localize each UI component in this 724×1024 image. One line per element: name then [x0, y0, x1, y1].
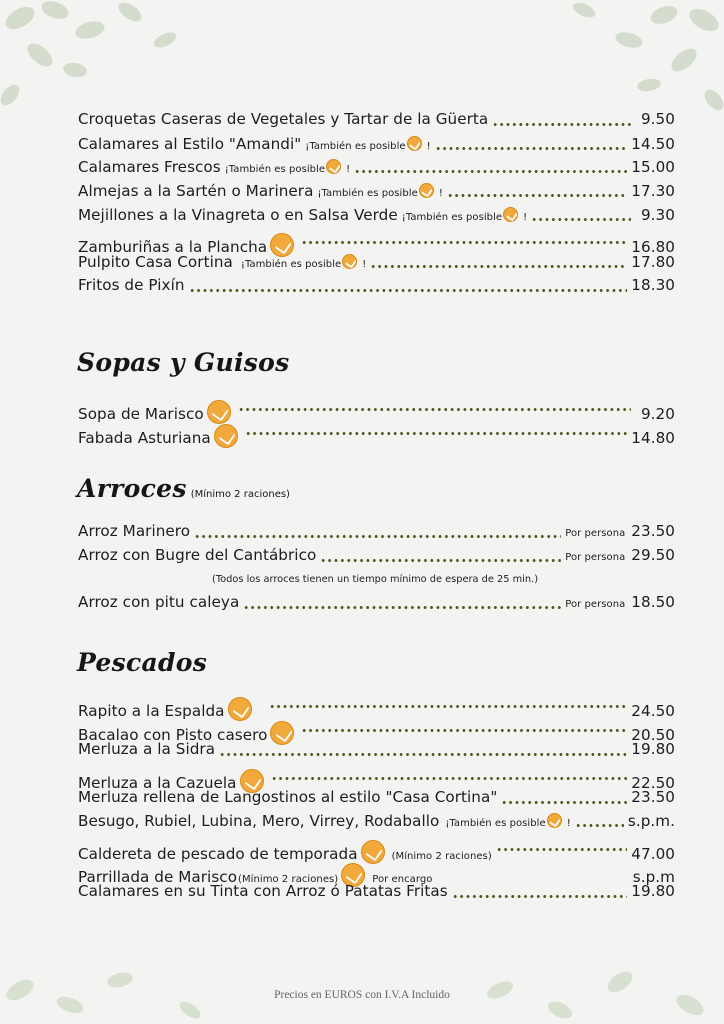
- menu-item: [78, 134, 675, 156]
- menu-item: [78, 395, 675, 423]
- menu-item: [78, 110, 675, 132]
- item-price: 29.50: [631, 546, 675, 564]
- dot-leader: [492, 123, 631, 126]
- menu-item: [78, 546, 675, 568]
- item-price: 17.80: [631, 253, 675, 271]
- item-note-end: !: [346, 164, 351, 175]
- item-note-end: !: [566, 818, 571, 829]
- item-name: Merluza rellena de Langostinos al estilo "Casa Cortina": [78, 788, 498, 806]
- prices-footer: Precios en EUROS con I.V.A Incluido: [274, 989, 450, 1001]
- item-price: 23.50: [631, 522, 675, 540]
- dot-leader: [320, 559, 561, 562]
- item-name: Arroz Marinero: [78, 522, 191, 540]
- item-note: ¡También es posible: [401, 212, 503, 223]
- item-name: Pulpito Casa Cortina: [78, 253, 233, 271]
- item-note: (Mínimo 2 raciones): [391, 851, 492, 862]
- item-price: 23.50: [631, 788, 675, 806]
- menu-item: [78, 593, 675, 615]
- dot-leader: [531, 218, 631, 221]
- item-name: Merluza a la Sidra: [78, 740, 216, 758]
- menu-item: [78, 205, 675, 227]
- menu-item: [78, 858, 675, 886]
- item-price: 47.00: [631, 845, 675, 863]
- gluten-free-icon: [407, 136, 422, 151]
- per-person-label: Por persona: [565, 552, 626, 563]
- dot-leader: [269, 705, 628, 708]
- item-name: Calamares al Estilo "Amandi": [78, 135, 302, 153]
- item-name: Arroz con Bugre del Cantábrico: [78, 546, 317, 564]
- item-note-end: !: [438, 188, 443, 199]
- dot-leader: [194, 535, 561, 538]
- item-price: 18.50: [631, 593, 675, 611]
- section-title-sopas: Sopas y Guisos: [77, 348, 290, 377]
- item-price: 19.80: [631, 882, 675, 900]
- item-price: 17.30: [631, 182, 675, 200]
- menu-item: [78, 692, 675, 720]
- menu-item: [78, 835, 675, 863]
- item-note: (Mínimo 2 raciones): [238, 874, 339, 885]
- item-name: Croquetas Caseras de Vegetales y Tartar de la Güerta: [78, 110, 489, 128]
- item-price: 9.30: [640, 206, 675, 224]
- item-price: 14.50: [631, 135, 675, 153]
- item-price: 20.50: [631, 726, 675, 744]
- dot-leader: [447, 194, 627, 197]
- item-note-end: !: [426, 141, 431, 152]
- item-name: Rapito a la Espalda: [78, 702, 225, 720]
- menu-item: [78, 716, 675, 744]
- menu-item: [78, 276, 675, 298]
- item-price: 9.20: [640, 405, 675, 423]
- dot-leader: [452, 895, 628, 898]
- menu-item: [78, 157, 675, 179]
- item-name: Parrillada de Marisco: [78, 868, 238, 886]
- item-price: s.p.m: [632, 868, 675, 886]
- menu-item: [78, 522, 675, 544]
- item-note: ¡También es posible: [224, 164, 326, 175]
- item-price: 14.80: [631, 429, 675, 447]
- item-name: Bacalao con Pisto casero: [78, 726, 268, 744]
- item-price: 22.50: [631, 774, 675, 792]
- item-price: 24.50: [631, 702, 675, 720]
- dot-leader: [575, 824, 624, 827]
- item-name: Merluza a la Cazuela: [78, 774, 237, 792]
- item-price: 15.00: [631, 158, 675, 176]
- arroces-wait-notice: (Todos los arroces tienen un tiempo mínimo de espera de 25 min.): [212, 574, 539, 585]
- menu-item: [78, 764, 675, 792]
- item-name: Besugo, Rubiel, Lubina, Mero, Virrey, Rodaballo: [78, 812, 440, 830]
- section-title-text: Arroces: [77, 474, 187, 503]
- gluten-free-icon: [419, 183, 434, 198]
- item-name: Calamares en su Tinta con Arroz ó Patatas Fritas: [78, 882, 448, 900]
- item-note: ¡También es posible: [240, 259, 342, 270]
- item-note-secondary: Por encargo: [372, 874, 433, 885]
- item-price: 16.80: [631, 238, 675, 256]
- menu-item: [78, 181, 675, 203]
- dot-leader: [435, 147, 628, 150]
- item-note-end: !: [362, 259, 367, 270]
- per-person-label: Por persona: [565, 599, 626, 610]
- gluten-free-icon: [214, 424, 238, 448]
- item-price: 18.30: [631, 276, 675, 294]
- item-note-end: !: [523, 212, 528, 223]
- menu-item: [78, 788, 675, 810]
- item-note: ¡También es posible: [445, 818, 546, 829]
- dot-leader: [238, 408, 631, 411]
- menu-item: [78, 419, 675, 447]
- dot-leader: [501, 801, 627, 804]
- item-name: Calamares Frescos: [78, 158, 221, 176]
- item-name: Fritos de Pixín: [78, 276, 185, 294]
- dot-leader: [301, 729, 627, 732]
- gluten-free-icon: [342, 254, 357, 269]
- item-price: 19.80: [631, 740, 675, 758]
- item-note: ¡También es posible: [317, 188, 418, 199]
- item-price: s.p.m.: [627, 812, 675, 830]
- section-title-pescados: Pescados: [77, 648, 208, 677]
- dot-leader: [370, 265, 627, 268]
- item-name: Zamburiñas a la Plancha: [78, 238, 268, 256]
- gluten-free-icon: [326, 159, 341, 174]
- dot-leader: [301, 241, 627, 244]
- dot-leader: [243, 606, 561, 609]
- menu-item: [78, 882, 675, 904]
- dot-leader: [219, 753, 627, 756]
- item-name: Arroz con pitu caleya: [78, 593, 240, 611]
- item-name: Caldereta de pescado de temporada: [78, 845, 358, 863]
- menu-item: [78, 252, 675, 274]
- item-price: 9.50: [640, 110, 675, 128]
- dot-leader: [354, 170, 627, 173]
- menu-item: [78, 811, 675, 833]
- section-title-arroces: [77, 474, 290, 503]
- item-name: Mejillones a la Vinagreta o en Salsa Verde: [78, 206, 398, 224]
- dot-leader: [271, 777, 628, 780]
- section-subtitle: (Mínimo 2 raciones): [190, 489, 290, 500]
- item-name: Sopa de Marisco: [78, 405, 204, 423]
- item-name: Fabada Asturiana: [78, 429, 211, 447]
- per-person-label: Por persona: [565, 528, 626, 539]
- dot-leader: [245, 432, 628, 435]
- menu-item: [78, 740, 675, 762]
- item-note: ¡También es posible: [305, 141, 406, 152]
- dot-leader: [189, 289, 628, 292]
- gluten-free-icon: [547, 813, 562, 828]
- gluten-free-icon: [503, 207, 518, 222]
- item-name: Almejas a la Sartén o Marinera: [78, 182, 314, 200]
- dot-leader: [496, 848, 627, 851]
- menu-item: [78, 228, 675, 256]
